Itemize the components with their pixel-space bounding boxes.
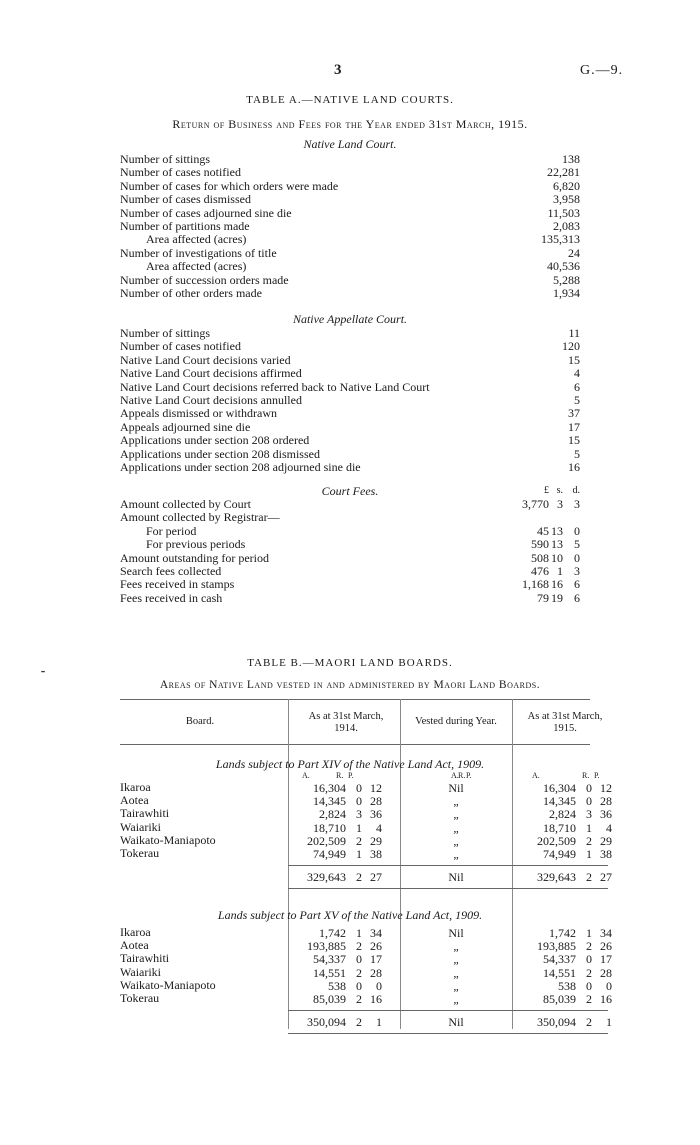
item-label: Number of sittings: [120, 326, 210, 340]
pounds-value: 79: [537, 590, 549, 605]
perches-1914: 29: [370, 833, 382, 848]
item-value: 138: [562, 152, 580, 166]
acres-1915: 54,337: [543, 952, 576, 967]
item-label: Number of partitions made: [120, 218, 250, 233]
roods-1914: 2: [356, 870, 362, 885]
shillings-value: 13: [551, 523, 563, 538]
table-row-board: Ikaroa: [120, 780, 151, 794]
item-label: Number of other orders made: [120, 285, 262, 300]
acres-1914: 14,551: [313, 965, 346, 980]
unit-label: R.: [458, 771, 466, 780]
perches-1915: 4: [606, 820, 612, 835]
acres-1915: 85,039: [543, 992, 576, 1006]
list-item: [120, 287, 580, 300]
item-label: Amount outstanding for period: [120, 550, 269, 565]
item-label: Number of sittings: [120, 152, 210, 166]
pounds-unit: £: [544, 485, 549, 496]
perches-1914: 27: [370, 870, 382, 885]
item-label: Native Land Court decisions annulled: [120, 392, 302, 407]
table-a-title: TABLE A.—NATIVE LAND COURTS.: [246, 94, 454, 106]
list-item: [120, 340, 580, 353]
perches-1914: 36: [370, 807, 382, 822]
unit-label: A.: [451, 771, 459, 780]
roods-1915: 0: [586, 794, 592, 809]
total-rule: [288, 1010, 608, 1011]
roods-1915: 3: [586, 807, 592, 822]
acres-1914: 18,710: [313, 820, 346, 835]
perches-1915: 29: [600, 833, 612, 848]
item-label: Amount collected by Court: [120, 497, 251, 511]
item-value: 6,820: [553, 178, 580, 193]
table-row-board: Tokerau: [120, 991, 160, 1005]
item-label: Native Land Court decisions referred back to Native Land Court: [120, 379, 430, 394]
roods-1914: 0: [356, 978, 362, 993]
acres-1914: 74,949: [313, 847, 346, 861]
table-row-board: Waikato-Maniapoto: [120, 832, 216, 847]
column-header-vested: Vested during Year.: [415, 716, 497, 727]
perches-1915: 28: [600, 794, 612, 809]
perches-1915: 28: [600, 965, 612, 980]
item-value: 135,313: [541, 232, 580, 247]
item-label: Search fees collected: [120, 563, 222, 578]
acres-1914: 538: [328, 978, 346, 993]
court-fees-heading: Court Fees.: [321, 484, 379, 498]
list-item: [120, 448, 580, 461]
pence-value: 6: [574, 577, 580, 592]
perches-1915: 27: [600, 870, 612, 885]
section-heading: Lands subject to Part XIV of the Native Land Act, 1909.: [215, 757, 485, 771]
item-value: 4: [574, 366, 580, 381]
acres-1914: 1,742: [319, 926, 346, 940]
roods-1914: 2: [356, 833, 362, 848]
pounds-value: 508: [531, 550, 549, 565]
item-label: Number of investigations of title: [120, 245, 277, 260]
list-item: [120, 461, 580, 474]
shillings-value: 10: [551, 550, 563, 565]
perches-1914: 17: [370, 952, 382, 967]
list-item: [120, 578, 580, 591]
item-label: Number of cases dismissed: [120, 192, 251, 207]
item-value: 22,281: [547, 165, 580, 180]
item-value: 6: [574, 379, 580, 394]
item-value: 2,083: [553, 218, 580, 233]
acres-1914: 14,345: [313, 794, 346, 809]
list-item: [120, 367, 580, 380]
unit-label: P.: [594, 771, 600, 780]
item-label: Area affected (acres): [146, 232, 247, 247]
vested-during-year: „: [453, 833, 459, 848]
shillings-value: 1: [557, 563, 563, 578]
column-divider: [288, 699, 289, 1029]
item-value: 1,934: [553, 285, 580, 300]
perches-1915: 16: [600, 992, 612, 1006]
item-label: Area affected (acres): [146, 259, 247, 274]
acres-1914: 193,885: [307, 939, 346, 954]
pence-value: 3: [574, 563, 580, 578]
table-row-board: Aotea: [120, 938, 149, 953]
list-item: [120, 525, 580, 538]
roods-1914: 0: [356, 781, 362, 795]
list-item: [120, 220, 580, 233]
roods-1914: 2: [356, 992, 362, 1006]
unit-label: R.: [582, 771, 590, 780]
acres-1914: 329,643: [307, 870, 346, 885]
vested-during-year: „: [453, 965, 459, 980]
list-item: [120, 247, 580, 260]
item-label: Native Land Court decisions affirmed: [120, 366, 302, 381]
list-item: [120, 274, 580, 287]
acres-1915: 14,551: [543, 965, 576, 980]
vested-during-year: „: [453, 794, 459, 809]
item-label: Number of cases adjourned sine die: [120, 205, 292, 220]
list-item: [120, 260, 580, 273]
pence-value: 5: [574, 537, 580, 552]
table-b-header-rule: [120, 744, 590, 745]
perches-1915: 12: [600, 781, 612, 795]
perches-1915: 36: [600, 807, 612, 822]
perches-1915: 38: [600, 847, 612, 861]
acres-1915: 329,643: [537, 870, 576, 885]
perches-1914: 12: [370, 781, 382, 795]
roods-1914: 1: [356, 820, 362, 835]
column-header-board: Board.: [185, 716, 215, 727]
perches-1915: 17: [600, 952, 612, 967]
item-label: Applications under section 208 ordered: [120, 433, 310, 448]
roods-1915: 1: [586, 847, 592, 861]
pounds-value: 476: [531, 563, 549, 578]
acres-1914: 54,337: [313, 952, 346, 967]
pence-value: 0: [574, 550, 580, 565]
native-appellate-court-list: [120, 327, 580, 474]
item-value: 24: [568, 245, 580, 260]
acres-1915: 2,824: [549, 807, 576, 822]
list-item: [120, 394, 580, 407]
table-row-board: Ikaroa: [120, 925, 151, 939]
column-header-1915: As at 31st March, 1915.: [527, 711, 603, 734]
roods-1915: 2: [586, 965, 592, 980]
list-item: [120, 592, 580, 605]
list-item: [120, 180, 580, 193]
unit-label: A.: [532, 771, 540, 780]
perches-1914: 4: [376, 820, 382, 835]
item-value: 5: [574, 446, 580, 461]
court-fees-list: [120, 498, 580, 605]
item-value: 11,503: [547, 205, 580, 220]
perches-1914: 0: [376, 978, 382, 993]
perches-1914: 26: [370, 939, 382, 954]
list-item: [120, 354, 580, 367]
vested-during-year: „: [453, 939, 459, 954]
column-divider: [512, 699, 513, 1029]
unit-label: A.: [302, 771, 310, 780]
pence-unit: d.: [572, 485, 580, 496]
roods-1915: 2: [586, 992, 592, 1006]
list-item: [120, 498, 580, 511]
vested-during-year: „: [453, 978, 459, 993]
table-row-board: Tokerau: [120, 846, 160, 860]
acres-1914: 202,509: [307, 833, 346, 848]
item-label: Number of succession orders made: [120, 272, 289, 287]
shillings-unit: s.: [556, 485, 563, 496]
unit-label: R.: [336, 771, 344, 780]
table-row-board: Waikato-Maniapoto: [120, 977, 216, 992]
table-row-board: Waiariki: [120, 964, 162, 979]
item-label: Applications under section 208 dismissed: [120, 446, 320, 461]
table-b-subtitle: Areas of Native Land vested in and administered by Maori Land Boards.: [159, 679, 541, 691]
shillings-value: 3: [557, 497, 563, 511]
roods-1914: 3: [356, 807, 362, 822]
list-item: [120, 407, 580, 420]
perches-1914: 16: [370, 992, 382, 1006]
roods-1915: 2: [586, 833, 592, 848]
acres-1915: 538: [558, 978, 576, 993]
total-rule: [288, 865, 608, 866]
table-b-title: TABLE B.—MAORI LAND BOARDS.: [247, 657, 453, 669]
native-appellate-court-heading: Native Appellate Court.: [292, 312, 408, 326]
acres-1915: 14,345: [543, 794, 576, 809]
item-value: 3,958: [553, 192, 580, 207]
perches-1915: 34: [600, 926, 612, 940]
pence-value: 0: [574, 523, 580, 538]
list-item: [120, 538, 580, 551]
item-label: Appeals adjourned sine die: [120, 419, 251, 434]
acres-1915: 350,094: [537, 1015, 576, 1030]
pounds-value: 45: [537, 523, 549, 538]
perches-1915: 1: [606, 1015, 612, 1030]
acres-1914: 16,304: [313, 781, 346, 795]
native-land-court-heading: Native Land Court.: [303, 137, 397, 151]
shillings-value: 16: [551, 577, 563, 592]
roods-1915: 1: [586, 926, 592, 940]
list-item: [120, 207, 580, 220]
roods-1915: 2: [586, 1015, 592, 1030]
item-label: Amount collected by Registrar—: [120, 510, 280, 525]
roods-1914: 0: [356, 952, 362, 967]
vested-during-year: Nil: [448, 870, 464, 885]
page-number: 3: [334, 62, 342, 78]
item-label: Fees received in cash: [120, 590, 223, 605]
vested-during-year: Nil: [448, 781, 464, 795]
perches-1915: 26: [600, 939, 612, 954]
perches-1914: 38: [370, 847, 382, 861]
column-divider: [400, 699, 401, 1029]
item-label: For period: [146, 523, 197, 538]
pounds-value: 1,168: [522, 577, 549, 592]
list-item: [120, 434, 580, 447]
acres-1915: 18,710: [543, 820, 576, 835]
perches-1914: 34: [370, 926, 382, 940]
roods-1915: 2: [586, 939, 592, 954]
acres-1915: 16,304: [543, 781, 576, 795]
acres-1914: 85,039: [313, 992, 346, 1006]
table-row-board: Tairawhiti: [120, 806, 170, 821]
acres-1914: 350,094: [307, 1015, 346, 1030]
item-value: 120: [562, 339, 580, 354]
item-label: Number of cases for which orders were made: [120, 178, 339, 193]
vested-during-year: Nil: [448, 926, 464, 940]
table-a-subtitle: Return of Business and Fees for the Year ended 31st March, 1915.: [172, 117, 528, 131]
roods-1915: 2: [586, 870, 592, 885]
section-bottom-rule: [288, 888, 608, 889]
item-value: 11: [568, 326, 580, 340]
list-item: [120, 193, 580, 206]
item-label: Number of cases notified: [120, 165, 241, 180]
list-item: [120, 511, 580, 524]
roods-1914: 2: [356, 965, 362, 980]
item-label: Applications under section 208 adjourned sine die: [120, 459, 361, 474]
item-value: 5: [574, 392, 580, 407]
acres-1914: 2,824: [319, 807, 346, 822]
item-value: 5,288: [553, 272, 580, 287]
item-value: 37: [568, 406, 580, 421]
table-b-top-rule: [120, 699, 590, 700]
perches-1914: 1: [376, 1015, 382, 1030]
roods-1914: 2: [356, 939, 362, 954]
native-land-court-list: [120, 153, 580, 300]
list-item: [120, 381, 580, 394]
list-item: [120, 421, 580, 434]
perches-1914: 28: [370, 794, 382, 809]
item-value: 40,536: [547, 259, 580, 274]
shillings-value: 19: [551, 590, 563, 605]
pence-value: 3: [574, 497, 580, 511]
list-item: [120, 552, 580, 565]
document-reference: G.—9.: [580, 63, 624, 78]
section-bottom-rule: [288, 1033, 608, 1034]
roods-1915: 0: [586, 781, 592, 795]
acres-1915: 74,949: [543, 847, 576, 861]
unit-label: P.: [348, 771, 354, 780]
vested-during-year: „: [453, 820, 459, 835]
acres-1915: 1,742: [549, 926, 576, 940]
item-label: Native Land Court decisions varied: [120, 352, 291, 367]
acres-1915: 193,885: [537, 939, 576, 954]
item-label: Number of cases notified: [120, 339, 241, 354]
acres-1915: 202,509: [537, 833, 576, 848]
list-item: [120, 153, 580, 166]
list-item: [120, 327, 580, 340]
item-value: 16: [568, 459, 580, 474]
item-value: 15: [568, 352, 580, 367]
item-label: For previous periods: [146, 537, 246, 552]
item-value: 17: [568, 419, 580, 434]
list-item: [120, 233, 580, 246]
roods-1914: 1: [356, 847, 362, 861]
list-item: [120, 565, 580, 578]
pounds-value: 3,770: [522, 497, 549, 511]
shillings-value: 13: [551, 537, 563, 552]
unit-label: P.: [466, 771, 472, 780]
vested-during-year: „: [453, 847, 459, 861]
list-item: [120, 166, 580, 179]
perches-1915: 0: [606, 978, 612, 993]
roods-1915: 1: [586, 820, 592, 835]
column-header-1914: As at 31st March, 1914.: [308, 711, 384, 734]
vested-during-year: „: [453, 807, 459, 822]
vested-during-year: „: [453, 992, 459, 1006]
roods-1914: 1: [356, 926, 362, 940]
perches-1914: 28: [370, 965, 382, 980]
pence-value: 6: [574, 590, 580, 605]
roods-1914: 2: [356, 1015, 362, 1030]
table-row-board: Waiariki: [120, 819, 162, 834]
vested-during-year: „: [453, 952, 459, 967]
roods-1914: 0: [356, 794, 362, 809]
item-label: Appeals dismissed or withdrawn: [120, 406, 277, 421]
item-label: Fees received in stamps: [120, 577, 235, 592]
margin-mark: ⁃: [40, 665, 46, 679]
pounds-value: 590: [531, 537, 549, 552]
vested-during-year: Nil: [448, 1015, 464, 1030]
court-fees-units: [120, 484, 580, 497]
item-value: 15: [568, 433, 580, 448]
table-row-board: Aotea: [120, 793, 149, 808]
roods-1915: 0: [586, 978, 592, 993]
roods-1915: 0: [586, 952, 592, 967]
table-row-board: Tairawhiti: [120, 951, 170, 966]
section-heading: Lands subject to Part XV of the Native Land Act, 1909.: [217, 908, 483, 922]
